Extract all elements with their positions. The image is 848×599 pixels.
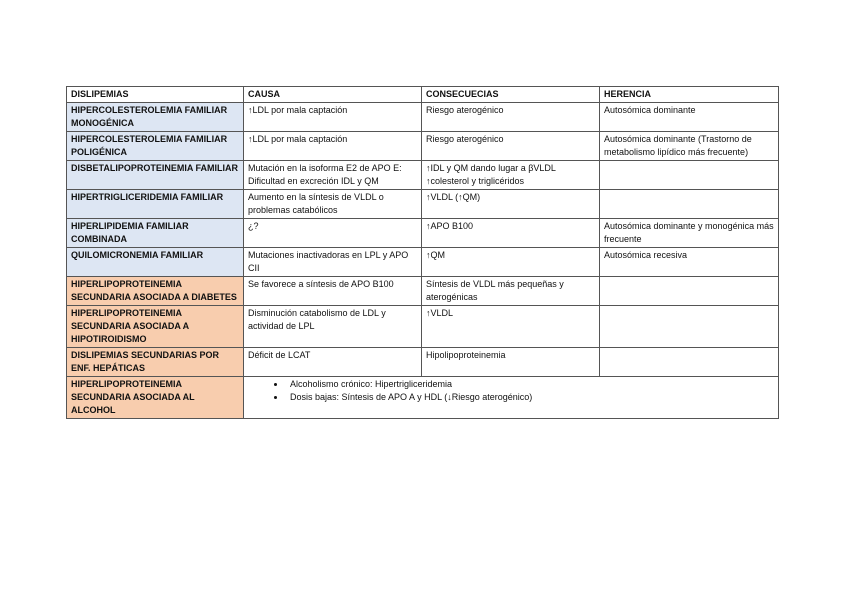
table-row (67, 161, 779, 190)
row-herencia (600, 306, 779, 348)
row-consecuencias: ↑VLDL (↑QM) (422, 190, 600, 219)
table-row (67, 132, 779, 161)
table-row-alcohol (67, 377, 779, 419)
row-herencia: Autosómica dominante (Trastorno de metabolismo lipídico más frecuente) (600, 132, 779, 161)
row-causa: Se favorece a síntesis de APO B100 (244, 277, 422, 306)
row-name: DISBETALIPOPROTEINEMIA FAMILIAR (67, 161, 244, 190)
row-causa: Déficit de LCAT (244, 348, 422, 377)
row-consecuencias: ↑APO B100 (422, 219, 600, 248)
row-consecuencias: Riesgo aterogénico (422, 103, 600, 132)
row-name: QUILOMICRONEMIA FAMILIAR (67, 248, 244, 277)
table-row (67, 190, 779, 219)
row-causa: ↑LDL por mala captación (244, 103, 422, 132)
header-consecuencias: CONSECUECIAS (422, 87, 600, 103)
row-herencia (600, 277, 779, 306)
row-herencia: Autosómica dominante (600, 103, 779, 132)
row-causa: Mutaciones inactivadoras en LPL y APO CII (244, 248, 422, 277)
row-name: HIPERCOLESTEROLEMIA FAMILIAR POLIGÉNICA (67, 132, 244, 161)
header-row (67, 87, 779, 103)
alcohol-bullet-list (248, 378, 774, 404)
row-consecuencias: Hipolipoproteinemia (422, 348, 600, 377)
row-consecuencias: ↑VLDL (422, 306, 600, 348)
row-name: HIPERLIPOPROTEINEMIA SECUNDARIA ASOCIADA A DIABETES (67, 277, 244, 306)
row-herencia: Autosómica dominante y monogénica más frecuente (600, 219, 779, 248)
table-row (67, 306, 779, 348)
row-name: HIPERLIPOPROTEINEMIA SECUNDARIA ASOCIADA AL ALCOHOL (67, 377, 244, 419)
dyslipidemia-table (66, 86, 779, 419)
row-name: HIPERCOLESTEROLEMIA FAMILIAR MONOGÉNICA (67, 103, 244, 132)
row-consecuencias: Síntesis de VLDL más pequeñas y aterogénicas (422, 277, 600, 306)
row-consecuencias: ↑QM (422, 248, 600, 277)
table-row (67, 348, 779, 377)
row-name: DISLIPEMIAS SECUNDARIAS POR ENF. HEPÁTICAS (67, 348, 244, 377)
row-consecuencias: Riesgo aterogénico (422, 132, 600, 161)
header-herencia: HERENCIA (600, 87, 779, 103)
row-causa: ¿? (244, 219, 422, 248)
row-herencia (600, 190, 779, 219)
row-name: HIPERLIPOPROTEINEMIA SECUNDARIA ASOCIADA A HIPOTIROIDISMO (67, 306, 244, 348)
list-item: • Dosis bajas: Síntesis de APO A y HDL (↓Riesgo aterogénico) (286, 391, 774, 404)
table-row (67, 248, 779, 277)
list-item: • Alcoholismo crónico: Hipertrigliceridemia (286, 378, 774, 391)
row-herencia (600, 348, 779, 377)
row-causa: Disminución catabolismo de LDL y actividad de LPL (244, 306, 422, 348)
row-causa: ↑LDL por mala captación (244, 132, 422, 161)
alcohol-details (244, 377, 779, 419)
table-row (67, 277, 779, 306)
row-herencia (600, 161, 779, 190)
table-row (67, 219, 779, 248)
header-dislipemias: DISLIPEMIAS (67, 87, 244, 103)
row-herencia: Autosómica recesiva (600, 248, 779, 277)
row-causa: Mutación en la isoforma E2 de APO E: Dificultad en excreción IDL y QM (244, 161, 422, 190)
row-name: HIPERTRIGLICERIDEMIA FAMILIAR (67, 190, 244, 219)
header-causa: CAUSA (244, 87, 422, 103)
table-row (67, 103, 779, 132)
row-name: HIPERLIPIDEMIA FAMILIAR COMBINADA (67, 219, 244, 248)
row-causa: Aumento en la síntesis de VLDL o problemas catabólicos (244, 190, 422, 219)
row-consecuencias: ↑IDL y QM dando lugar a βVLDL ↑colesterol y triglicéridos (422, 161, 600, 190)
